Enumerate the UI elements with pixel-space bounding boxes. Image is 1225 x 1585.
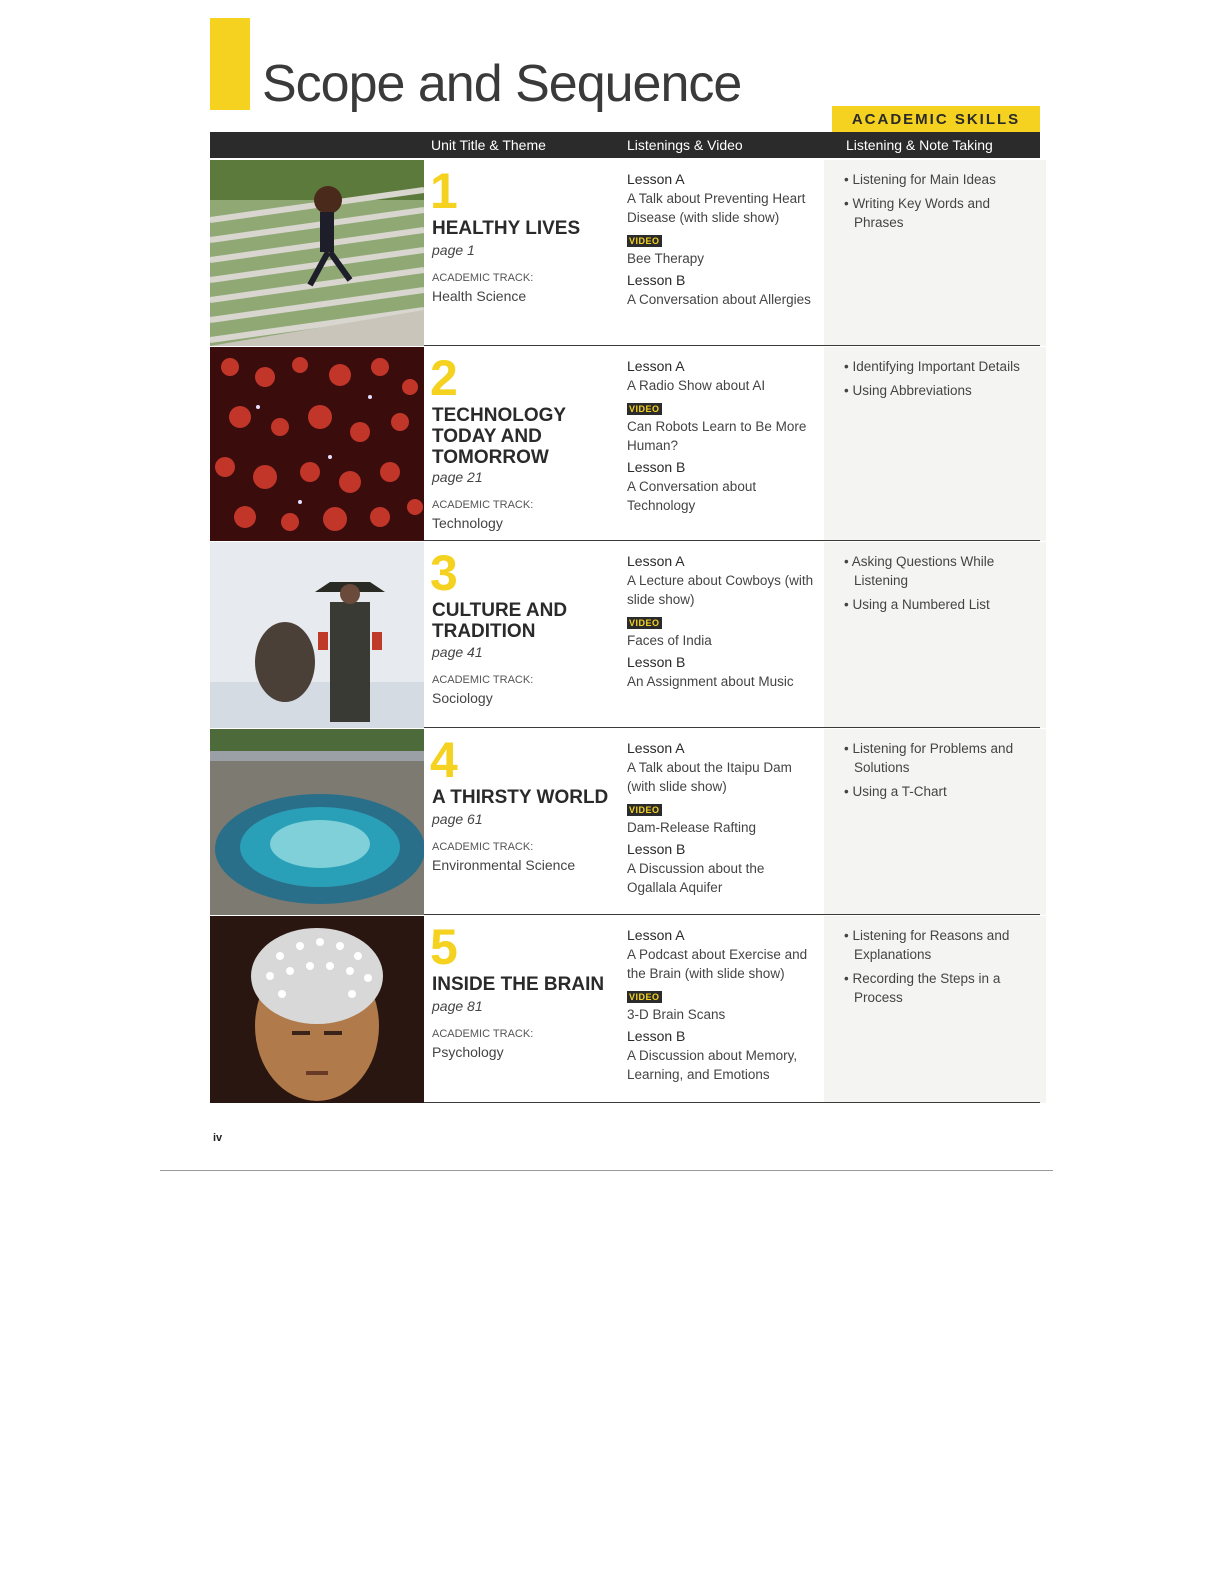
unit-row-1 — [210, 160, 1040, 346]
listenings-cell — [627, 552, 817, 694]
listenings-cell — [627, 170, 817, 312]
unit-number: 4 — [430, 732, 458, 788]
lesson-a-text: A Lecture about Cowboys (with slide show) — [627, 573, 814, 607]
header-unit: Unit Title & Theme — [431, 137, 546, 153]
listenings-cell — [627, 926, 817, 1087]
unit-row-5 — [210, 916, 1040, 1103]
unit-page: page 1 — [432, 242, 475, 258]
lesson-a-text: A Podcast about Exercise and the Brain (with slide show) — [627, 947, 808, 981]
video-title: Can Robots Learn to Be More Human? — [627, 419, 807, 453]
row-divider — [424, 540, 1040, 541]
title-accent-bar — [210, 18, 250, 110]
academic-track: Psychology — [432, 1044, 504, 1060]
unit-number: 2 — [430, 350, 458, 406]
unit-3-photo-cowboy-in-snow — [210, 542, 424, 728]
video-title: Bee Therapy — [627, 251, 705, 266]
academic-track-label: ACADEMIC TRACK: — [432, 272, 534, 284]
row-divider — [424, 727, 1040, 728]
skills-cell: • Identifying Important Details • Using Abbreviations — [844, 359, 1020, 398]
lesson-a-label: Lesson A — [627, 171, 685, 187]
video-badge: VIDEO — [629, 992, 660, 1002]
unit-number: 3 — [430, 545, 458, 601]
video-title: Faces of India — [627, 633, 712, 648]
listenings-cell — [627, 357, 817, 518]
skills-cell: • Listening for Reasons and Explanations • Recording the Steps in a Process — [844, 928, 1010, 1005]
table-header — [210, 132, 1040, 158]
lesson-b-text: A Conversation about Technology — [627, 479, 757, 513]
lesson-b-text: An Assignment about Music — [627, 674, 794, 689]
academic-track: Technology — [432, 515, 503, 531]
lesson-b-label: Lesson B — [627, 654, 686, 670]
unit-page: page 81 — [432, 998, 483, 1014]
lesson-b-text: A Conversation about Allergies — [627, 292, 811, 307]
lesson-b-text: A Discussion about the Ogallala Aquifer — [627, 861, 765, 895]
lesson-a-label: Lesson A — [627, 553, 685, 569]
video-badge: VIDEO — [629, 805, 660, 815]
lesson-a-text: A Radio Show about AI — [627, 378, 766, 393]
video-badge: VIDEO — [629, 618, 660, 628]
row-divider — [424, 1102, 1040, 1103]
listenings-cell — [627, 739, 817, 900]
header-skills: Listening & Note Taking — [846, 137, 993, 153]
video-badge: VIDEO — [629, 404, 660, 414]
unit-title: HEALTHY LIVES — [432, 218, 581, 239]
lesson-b-label: Lesson B — [627, 459, 686, 475]
unit-title: CULTURE AND TRADITION — [432, 600, 568, 642]
unit-number: 1 — [430, 163, 458, 219]
unit-4-photo-water-hole — [210, 729, 424, 915]
row-divider — [424, 914, 1040, 915]
lesson-b-label: Lesson B — [627, 272, 686, 288]
video-title: Dam-Release Rafting — [627, 820, 757, 835]
unit-page: page 61 — [432, 811, 483, 827]
lesson-b-text: A Discussion about Memory, Learning, and Emotions — [627, 1048, 798, 1082]
lesson-b-label: Lesson B — [627, 841, 686, 857]
academic-track-label: ACADEMIC TRACK: — [432, 499, 534, 511]
skills-cell: • Asking Questions While Listening • Using a Numbered List — [844, 554, 995, 612]
video-title: 3-D Brain Scans — [627, 1007, 726, 1022]
skills-cell: • Listening for Problems and Solutions • Using a T-Chart — [844, 741, 1014, 799]
skills-cell: • Listening for Main Ideas • Writing Key Words and Phrases — [844, 172, 996, 230]
unit-title: TECHNOLOGY TODAY AND TOMORROW — [432, 405, 567, 468]
unit-title: INSIDE THE BRAIN — [432, 974, 605, 995]
lesson-b-label: Lesson B — [627, 1028, 686, 1044]
academic-track: Environmental Science — [432, 857, 576, 873]
unit-row-3 — [210, 542, 1040, 728]
row-divider — [424, 345, 1040, 346]
unit-title: A THIRSTY WORLD — [432, 787, 609, 808]
academic-track-label: ACADEMIC TRACK: — [432, 1028, 534, 1040]
unit-page: page 41 — [432, 644, 483, 660]
header-listenings: Listenings & Video — [627, 137, 743, 153]
academic-skills-tag: ACADEMIC SKILLS — [832, 106, 1040, 132]
lesson-a-label: Lesson A — [627, 740, 685, 756]
lesson-a-text: A Talk about Preventing Heart Disease (with slide show) — [627, 191, 806, 225]
unit-page: page 21 — [432, 469, 483, 485]
page-bottom-rule — [160, 1170, 1053, 1171]
unit-2-photo-red-crowd — [210, 347, 424, 541]
unit-1-photo-runner-on-stairs — [210, 160, 424, 346]
lesson-a-label: Lesson A — [627, 358, 685, 374]
lesson-a-label: Lesson A — [627, 927, 685, 943]
unit-number: 5 — [430, 919, 458, 975]
video-badge: VIDEO — [629, 236, 660, 246]
page-title: Scope and Sequence — [262, 55, 742, 113]
unit-row-2 — [210, 347, 1040, 541]
unit-row-4 — [210, 729, 1040, 915]
academic-track-label: ACADEMIC TRACK: — [432, 841, 534, 853]
page-number: iv — [213, 1132, 223, 1144]
academic-track-label: ACADEMIC TRACK: — [432, 674, 534, 686]
lesson-a-text: A Talk about the Itaipu Dam (with slide show) — [627, 760, 792, 794]
unit-5-photo-eeg-head — [210, 916, 424, 1103]
academic-track: Health Science — [432, 288, 527, 304]
academic-track: Sociology — [432, 690, 493, 706]
